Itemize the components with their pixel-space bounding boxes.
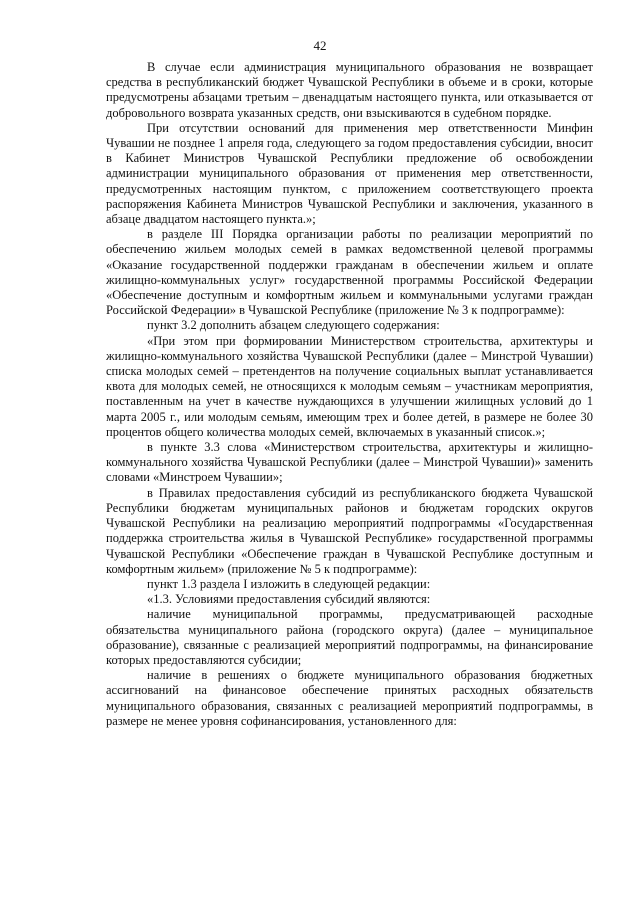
paragraph-subsidy-rules: в Правилах предоставления субсидий из республиканского бюджета Чувашской Республики бюджетам муниципальных районов и бюджетам городских округов Чувашской Республики на реализацию мероприятий подпрограммы «Государственная поддержка строительства жилья в Чувашской Республике» государственной программы Чувашской Республики «Обеспечение граждан в Чувашской Республике доступным и комфортным жильем» (приложение № 5 к подпрограмме): (106, 485, 593, 576)
paragraph-budget-allocations: наличие в решениях о бюджете муниципального образования бюджетных ассигнований на финансовое обеспечение принятых расходных обязательств муниципального образования, связанных с реализацией мероприятий подпрограммы, в размере не менее уровня софинансирования, установленного для: (106, 668, 593, 728)
paragraph-section-three: в разделе III Порядка организации работы по реализации мероприятий по обеспечению жильем молодых семей в рамках ведомственной целевой программы «Оказание государственной поддержки гражданам в обеспечении жильем и оплате жилищно-коммунальных услуг» государственной программы Российской Федерации «Обеспечение доступным и комфортным жильем и коммунальными услугами граждан Российской Федерации» в Чувашской Республике (приложение № 3 к подпрограмме): (106, 227, 593, 318)
paragraph-quota: «При этом при формировании Министерством строительства, архитектуры и жилищно-коммунального хозяйства Чувашской Республики (далее – Минстрой Чувашии) списка молодых семей – претендентов на получение социальных выплат устанавливается квота для молодых семей, не относящихся к молодым семьям – участникам мероприятия, поставленным на учет в качестве нуждающихся в улучшении жилищных условий до 1 марта 2005 г., или молодым семьям, имеющим трех и более детей, в размере не более 30 процентов общего количества молодых семей, включаемых в указанный список.»; (106, 333, 593, 439)
paragraph-item-3-3: в пункте 3.3 слова «Министерством строительства, архитектуры и жилищно-коммунального хозяйства Чувашской Республики (далее – Минстрой Чувашии)» заменить словами «Минстроем Чувашии»; (106, 440, 593, 485)
paragraph-municipal-program: наличие муниципальной программы, предусматривающей расходные обязательства муниципального района (городского округа) (далее – муниципальное образование), связанные с реализацией мероприятий подпрограммы, на финансирование которых предоставляются субсидии; (106, 607, 593, 667)
paragraph-exemption-proposal: При отсутствии оснований для применения мер ответственности Минфин Чувашии не позднее 1 апреля года, следующего за годом предоставления субсидии, вносит в Кабинет Министров Чувашской Республики предложение об освобождении администрации муниципального образования от применения мер ответственности, предусмотренных настоящим пунктом, с приложением соответствующего проекта распоряжения Кабинета Министров Чувашской Республики и заключения, указанного в абзаце двадцатом настоящего пункта.»; (106, 120, 593, 227)
paragraph-conditions-heading: «1.3. Условиями предоставления субсидий являются: (147, 592, 431, 607)
paragraph-item-3-2: пункт 3.2 дополнить абзацем следующего содержания: (147, 318, 440, 333)
paragraph-item-1-3: пункт 1.3 раздела I изложить в следующей редакции: (147, 576, 431, 591)
paragraph-refund-procedure: В случае если администрация муниципального образования не возвращает средства в республиканский бюджет Чувашской Республики в объеме и в сроки, которые предусмотрены абзацами третьим – двенадцатым настоящего пункта, или отказывается от добровольного возврата указанных средств, они взыскиваются в судебном порядке. (106, 60, 593, 120)
page-number: 42 (313, 38, 327, 53)
document-body (106, 60, 593, 729)
